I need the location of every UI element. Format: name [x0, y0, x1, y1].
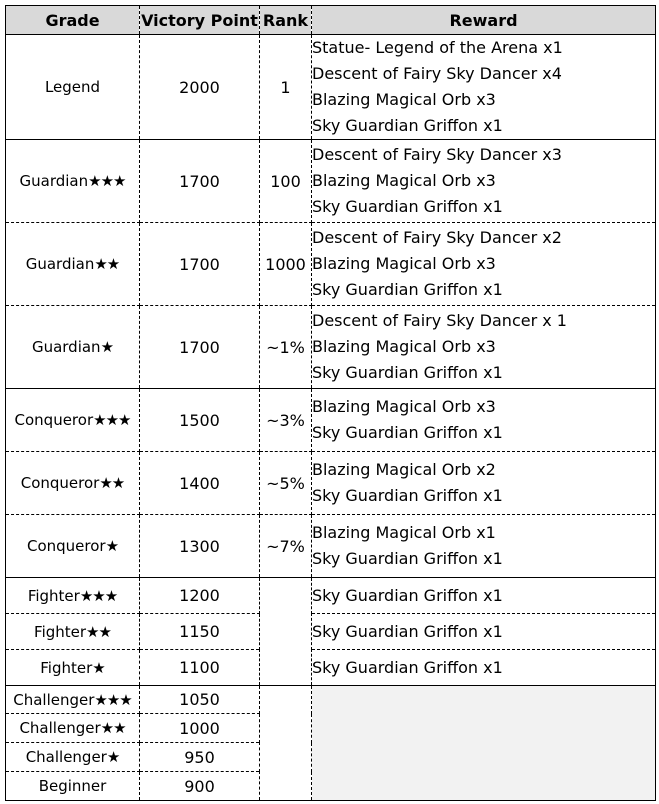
grade-name: Beginner [38, 777, 107, 795]
reward-item: Sky Guardian Griffon x1 [312, 116, 503, 135]
reward-cell [312, 452, 656, 515]
reward-item: Sky Guardian Griffon x1 [312, 585, 503, 605]
reward-item: Blazing Magical Orb x3 [312, 90, 496, 109]
grade-cell [6, 650, 140, 686]
grade-cell [6, 306, 140, 389]
reward-item: Blazing Magical Orb x1 [312, 523, 496, 542]
grade-name: Guardian [19, 172, 89, 190]
reward-cell [312, 223, 656, 306]
victory-point-cell: 1300 [140, 515, 260, 578]
table-row [6, 140, 656, 223]
reward-item: Descent of Fairy Sky Dancer x3 [312, 145, 562, 164]
grade-stars: ★★★ [93, 411, 131, 429]
grade-cell [6, 223, 140, 306]
reward-cell [312, 140, 656, 223]
rank-cell: 100 [260, 140, 312, 223]
reward-cell [312, 614, 656, 650]
reward-item: Statue- Legend of the Arena x1 [312, 38, 563, 57]
table-row [6, 515, 656, 578]
grade-stars: ★★ [94, 255, 120, 273]
grade-cell [6, 578, 140, 614]
grade-stars: ★★★ [79, 586, 118, 605]
victory-point-cell: 1700 [140, 140, 260, 223]
grade-cell [6, 686, 140, 714]
victory-point-cell: 1100 [140, 650, 260, 686]
grade-stars: ★ [92, 658, 105, 677]
table-row [6, 686, 656, 714]
grade-cell [6, 35, 140, 140]
grade-cell [6, 743, 140, 772]
reward-cell [312, 306, 656, 389]
rank-cell: ~1% [260, 306, 312, 389]
table-row [6, 650, 656, 686]
grade-stars: ★★ [99, 474, 125, 492]
grade-cell [6, 614, 140, 650]
grade-name: Challenger [13, 690, 95, 709]
reward-cell [312, 578, 656, 614]
grade-name: Legend [44, 78, 101, 96]
table-row [6, 35, 656, 140]
reward-item: Blazing Magical Orb x3 [312, 171, 496, 190]
table-row [6, 389, 656, 452]
rank-cell: ~5% [260, 452, 312, 515]
table-row [6, 306, 656, 389]
header-rank: Rank [260, 6, 312, 35]
grade-cell [6, 452, 140, 515]
header-victory-point: Victory Point [140, 6, 260, 35]
grade-name: Fighter [27, 586, 80, 605]
reward-item: Blazing Magical Orb x3 [312, 254, 496, 273]
victory-point-cell: 1150 [140, 614, 260, 650]
grade-stars: ★★★ [94, 690, 132, 709]
grade-cell [6, 389, 140, 452]
reward-cell [312, 650, 656, 686]
grade-stars: ★★★ [88, 172, 126, 190]
reward-cell [312, 389, 656, 452]
reward-item: Descent of Fairy Sky Dancer x 1 [312, 311, 567, 330]
grade-name: Challenger [25, 748, 107, 766]
reward-item: Sky Guardian Griffon x1 [312, 280, 503, 299]
victory-point-cell: 2000 [140, 35, 260, 140]
grade-cell [6, 714, 140, 743]
grade-cell [6, 140, 140, 223]
grade-name: Conqueror [14, 411, 94, 429]
grade-stars: ★ [100, 338, 114, 356]
reward-item: Blazing Magical Orb x3 [312, 397, 496, 416]
grade-name: Challenger [19, 719, 101, 737]
grade-stars: ★ [106, 748, 120, 766]
reward-item: Blazing Magical Orb x3 [312, 337, 496, 356]
rank-cell-merged [260, 686, 312, 801]
reward-item: Descent of Fairy Sky Dancer x2 [312, 228, 562, 247]
grade-stars: ★★ [86, 622, 111, 641]
header-row [6, 6, 656, 35]
victory-point-cell: 900 [140, 772, 260, 801]
reward-cell [312, 35, 656, 140]
victory-point-cell: 1200 [140, 578, 260, 614]
rank-cell-merged [260, 578, 312, 686]
reward-item: Sky Guardian Griffon x1 [312, 657, 503, 677]
rank-cell: ~3% [260, 389, 312, 452]
rank-cell: 1000 [260, 223, 312, 306]
rank-cell: ~7% [260, 515, 312, 578]
reward-item: Sky Guardian Griffon x1 [312, 621, 503, 641]
reward-item: Sky Guardian Griffon x1 [312, 363, 503, 382]
grade-stars: ★★ [100, 719, 126, 737]
reward-item: Sky Guardian Griffon x1 [312, 486, 503, 505]
grade-cell [6, 515, 140, 578]
reward-item: Blazing Magical Orb x2 [312, 460, 496, 479]
header-reward: Reward [312, 6, 656, 35]
reward-item: Descent of Fairy Sky Dancer x4 [312, 64, 562, 83]
victory-point-cell: 1500 [140, 389, 260, 452]
reward-cell [312, 515, 656, 578]
grade-name: Conqueror [20, 474, 100, 492]
victory-point-cell: 1700 [140, 306, 260, 389]
rank-cell: 1 [260, 35, 312, 140]
reward-item: Sky Guardian Griffon x1 [312, 423, 503, 442]
reward-item: Sky Guardian Griffon x1 [312, 197, 503, 216]
grade-name: Fighter [34, 622, 87, 641]
rewards-table [5, 5, 656, 801]
victory-point-cell: 1400 [140, 452, 260, 515]
reward-cell-empty [312, 686, 656, 801]
table-row [6, 614, 656, 650]
grade-name: Conqueror [26, 537, 106, 555]
grade-name: Guardian [31, 338, 101, 356]
victory-point-cell: 1000 [140, 714, 260, 743]
table-row [6, 223, 656, 306]
reward-item: Sky Guardian Griffon x1 [312, 549, 503, 568]
grade-name: Fighter [40, 658, 93, 677]
grade-name: Guardian [25, 255, 95, 273]
table-row [6, 578, 656, 614]
victory-point-cell: 1700 [140, 223, 260, 306]
victory-point-cell: 1050 [140, 686, 260, 714]
header-grade: Grade [6, 6, 140, 35]
table-row [6, 452, 656, 515]
victory-point-cell: 950 [140, 743, 260, 772]
grade-stars: ★ [105, 537, 119, 555]
grade-cell [6, 772, 140, 801]
